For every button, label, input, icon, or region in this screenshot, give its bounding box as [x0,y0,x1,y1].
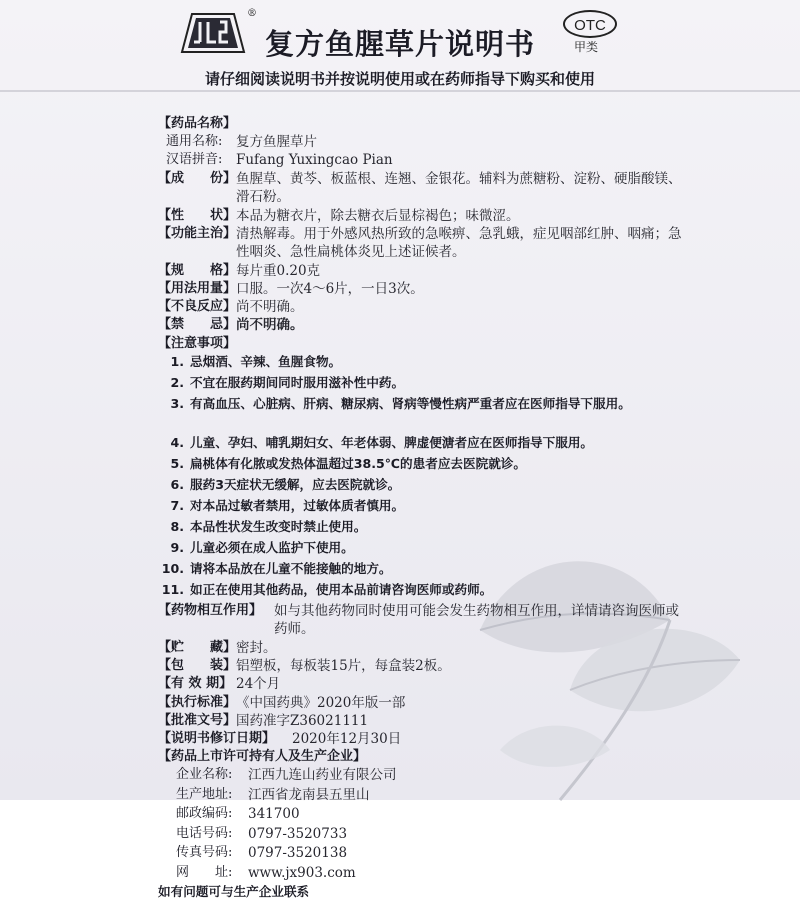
approval-row [158,712,688,730]
list-item [158,455,688,476]
item-text: 如正在使用其他药品，使用本品前请咨询医师或药师。 [190,582,493,598]
appearance-row [158,207,688,225]
otc-class-label: 甲类 [574,40,599,54]
shelf-life-row [158,675,688,693]
item-number: 2. [170,375,184,391]
specification-label: 【 规 格 】 [158,262,236,280]
storage-label: 【 贮 藏 】 [158,639,236,657]
item-text: 有高血压、心脏病、肝病、糖尿病、肾病等慢性病严重者应在医师指导下服用。 [190,396,631,412]
item-text: 对本品过敏者禁用，过敏体质者慎用。 [190,498,405,514]
paper-crease [0,90,800,92]
website-label: 网 址: [176,864,233,880]
item-text: 不宜在服药期间同时服用滋补性中药。 [190,375,405,391]
common-name-value: 复方鱼腥草片 [236,134,317,151]
interactions-value: 如与其他药物同时使用可能会发生药物相互作用，详情请咨询医师或药师。 [274,603,679,638]
precautions-heading [158,335,688,354]
revision-value: 2020年12月30日 [292,731,402,748]
item-text: 本品性状发生改变时禁止使用。 [190,519,367,535]
drug-name-label: 【 药品名称 】 [158,115,236,133]
revision-row [158,730,688,748]
company-label: 企业名称: [176,767,233,783]
list-item [158,518,688,539]
item-number: 7. [170,498,184,514]
indications-row [158,225,688,262]
storage-row [158,639,688,657]
phone-value: 0797-3520733 [248,825,348,842]
manufacturer-label: 【 药品上市许可持有人及生产企业 】 [158,748,366,766]
approval-label: 【 批准文号 】 [158,712,236,730]
adverse-value: 尚不明确。 [236,299,304,316]
precautions-list [158,353,688,602]
fax-value: 0797-3520138 [248,845,348,862]
drug-name-section [158,115,688,133]
item-text: 忌烟酒、辛辣、鱼腥食物。 [190,354,342,370]
pinyin-value: Fufang Yuxingcao Pian [236,152,393,169]
adverse-label: 【 不良反应 】 [158,298,236,316]
ingredients-row [158,170,688,207]
website-row [176,864,688,884]
package-value: 铝塑板，每板装15片，每盒装2板。 [236,658,451,675]
appearance-label: 【 性 状 】 [158,207,236,225]
dosage-row [158,280,688,298]
postcode-label: 邮政编码: [176,806,233,822]
shelf-life-value: 24个月 [236,676,281,693]
standard-label: 【 执行标准 】 [158,694,236,712]
contraindications-label: 【 禁 忌 】 [158,316,236,334]
list-item [158,497,688,518]
item-number: 11. [161,582,184,598]
list-item [158,434,688,455]
contraindications-value: 尚不明确。 [236,317,304,334]
dosage-label: 【 用法用量 】 [158,280,236,298]
item-number: 5. [170,456,184,472]
pinyin-row [158,151,688,169]
interactions-row [158,602,688,639]
interactions-label: 【 药物相互作用 】 [158,602,274,620]
phone-label: 电话号码: [176,825,233,841]
list-item [158,560,688,581]
indications-value: 清热解毒。用于外感风热所致的急喉痹、急乳蛾，症见咽部红肿、咽痛；急性咽炎、急性扁桃体炎见上述证候者。 [236,225,682,260]
item-text: 儿童必须在成人监护下使用。 [190,540,354,556]
revision-label: 【 说明书修订日期 】 [158,730,292,748]
shelf-life-label: 【 有 效 期 】 [158,675,236,693]
list-item [158,374,688,395]
list-item [158,539,688,560]
adverse-row [158,298,688,316]
address-label: 生产地址: [176,786,233,802]
ingredients-value: 鱼腥草、黄芩、板蓝根、连翘、金银花。辅料为蔗糖粉、淀粉、硬脂酸镁、滑石粉。 [236,170,682,205]
otc-badge: OTC [563,10,617,38]
phone-row [176,825,688,845]
list-item [158,476,688,497]
common-name-row [158,133,688,151]
item-number: 10. [161,561,184,577]
postcode-row [176,805,688,825]
leaflet-content [158,115,688,901]
standard-value: 《中国药典》2020年版一部 [236,694,406,711]
pinyin-label: 汉语拼音: [166,152,223,168]
address-row [176,786,688,806]
item-number: 1. [170,354,184,370]
item-text: 请将本品放在儿童不能接触的地方。 [190,561,392,577]
precautions-label: 【 注意事项 】 [158,336,236,351]
list-item [158,395,688,434]
list-item [158,353,688,374]
list-item [158,581,688,602]
indications-label: 【 功能主治 】 [158,225,236,243]
item-number: 9. [170,540,184,556]
item-number: 3. [170,396,184,412]
fax-label: 传真号码: [176,845,233,861]
common-name-label: 通用名称: [166,134,223,150]
appearance-value: 本品为糖衣片，除去糖衣后显棕褐色；味微涩。 [236,207,520,224]
item-number: 8. [170,519,184,535]
company-row [176,766,688,786]
specification-value: 每片重0.20克 [236,262,321,279]
manufacturer-heading [158,748,688,766]
manufacturer-details [176,766,688,883]
contact-footer: 如有问题可与生产企业联系 [158,884,310,900]
usage-notice: 请仔细阅读说明书并按说明使用或在药师指导下购买和使用 [204,70,595,88]
item-number: 4. [170,435,184,451]
address-value: 江西省龙南县五里山 [248,786,370,803]
ingredients-label: 【 成 份 】 [158,170,236,188]
website-value: www.jx903.com [248,864,356,881]
fax-row [176,844,688,864]
document-title: 复方鱼腥草片说明书 [264,27,535,61]
dosage-value: 口服。一次4～6片，一日3次。 [236,280,424,297]
item-text: 儿童、孕妇、哺乳期妇女、年老体弱、脾虚便溏者应在医师指导下服用。 [190,435,593,451]
storage-value: 密封。 [236,640,277,657]
package-row [158,657,688,675]
company-value: 江西九连山药业有限公司 [248,767,397,784]
item-text: 扁桃体有化脓或发热体温超过38.5℃的患者应去医院就诊。 [190,456,526,472]
contraindications-row [158,316,688,334]
package-label: 【 包 装 】 [158,657,236,675]
approval-value: 国药准字Z36021111 [236,712,369,729]
specification-row [158,262,688,280]
registered-mark: ® [247,8,257,19]
standard-row [158,694,688,712]
item-text: 服药3天症状无缓解，应去医院就诊。 [190,477,401,493]
postcode-value: 341700 [248,806,300,823]
item-number: 6. [170,477,184,493]
